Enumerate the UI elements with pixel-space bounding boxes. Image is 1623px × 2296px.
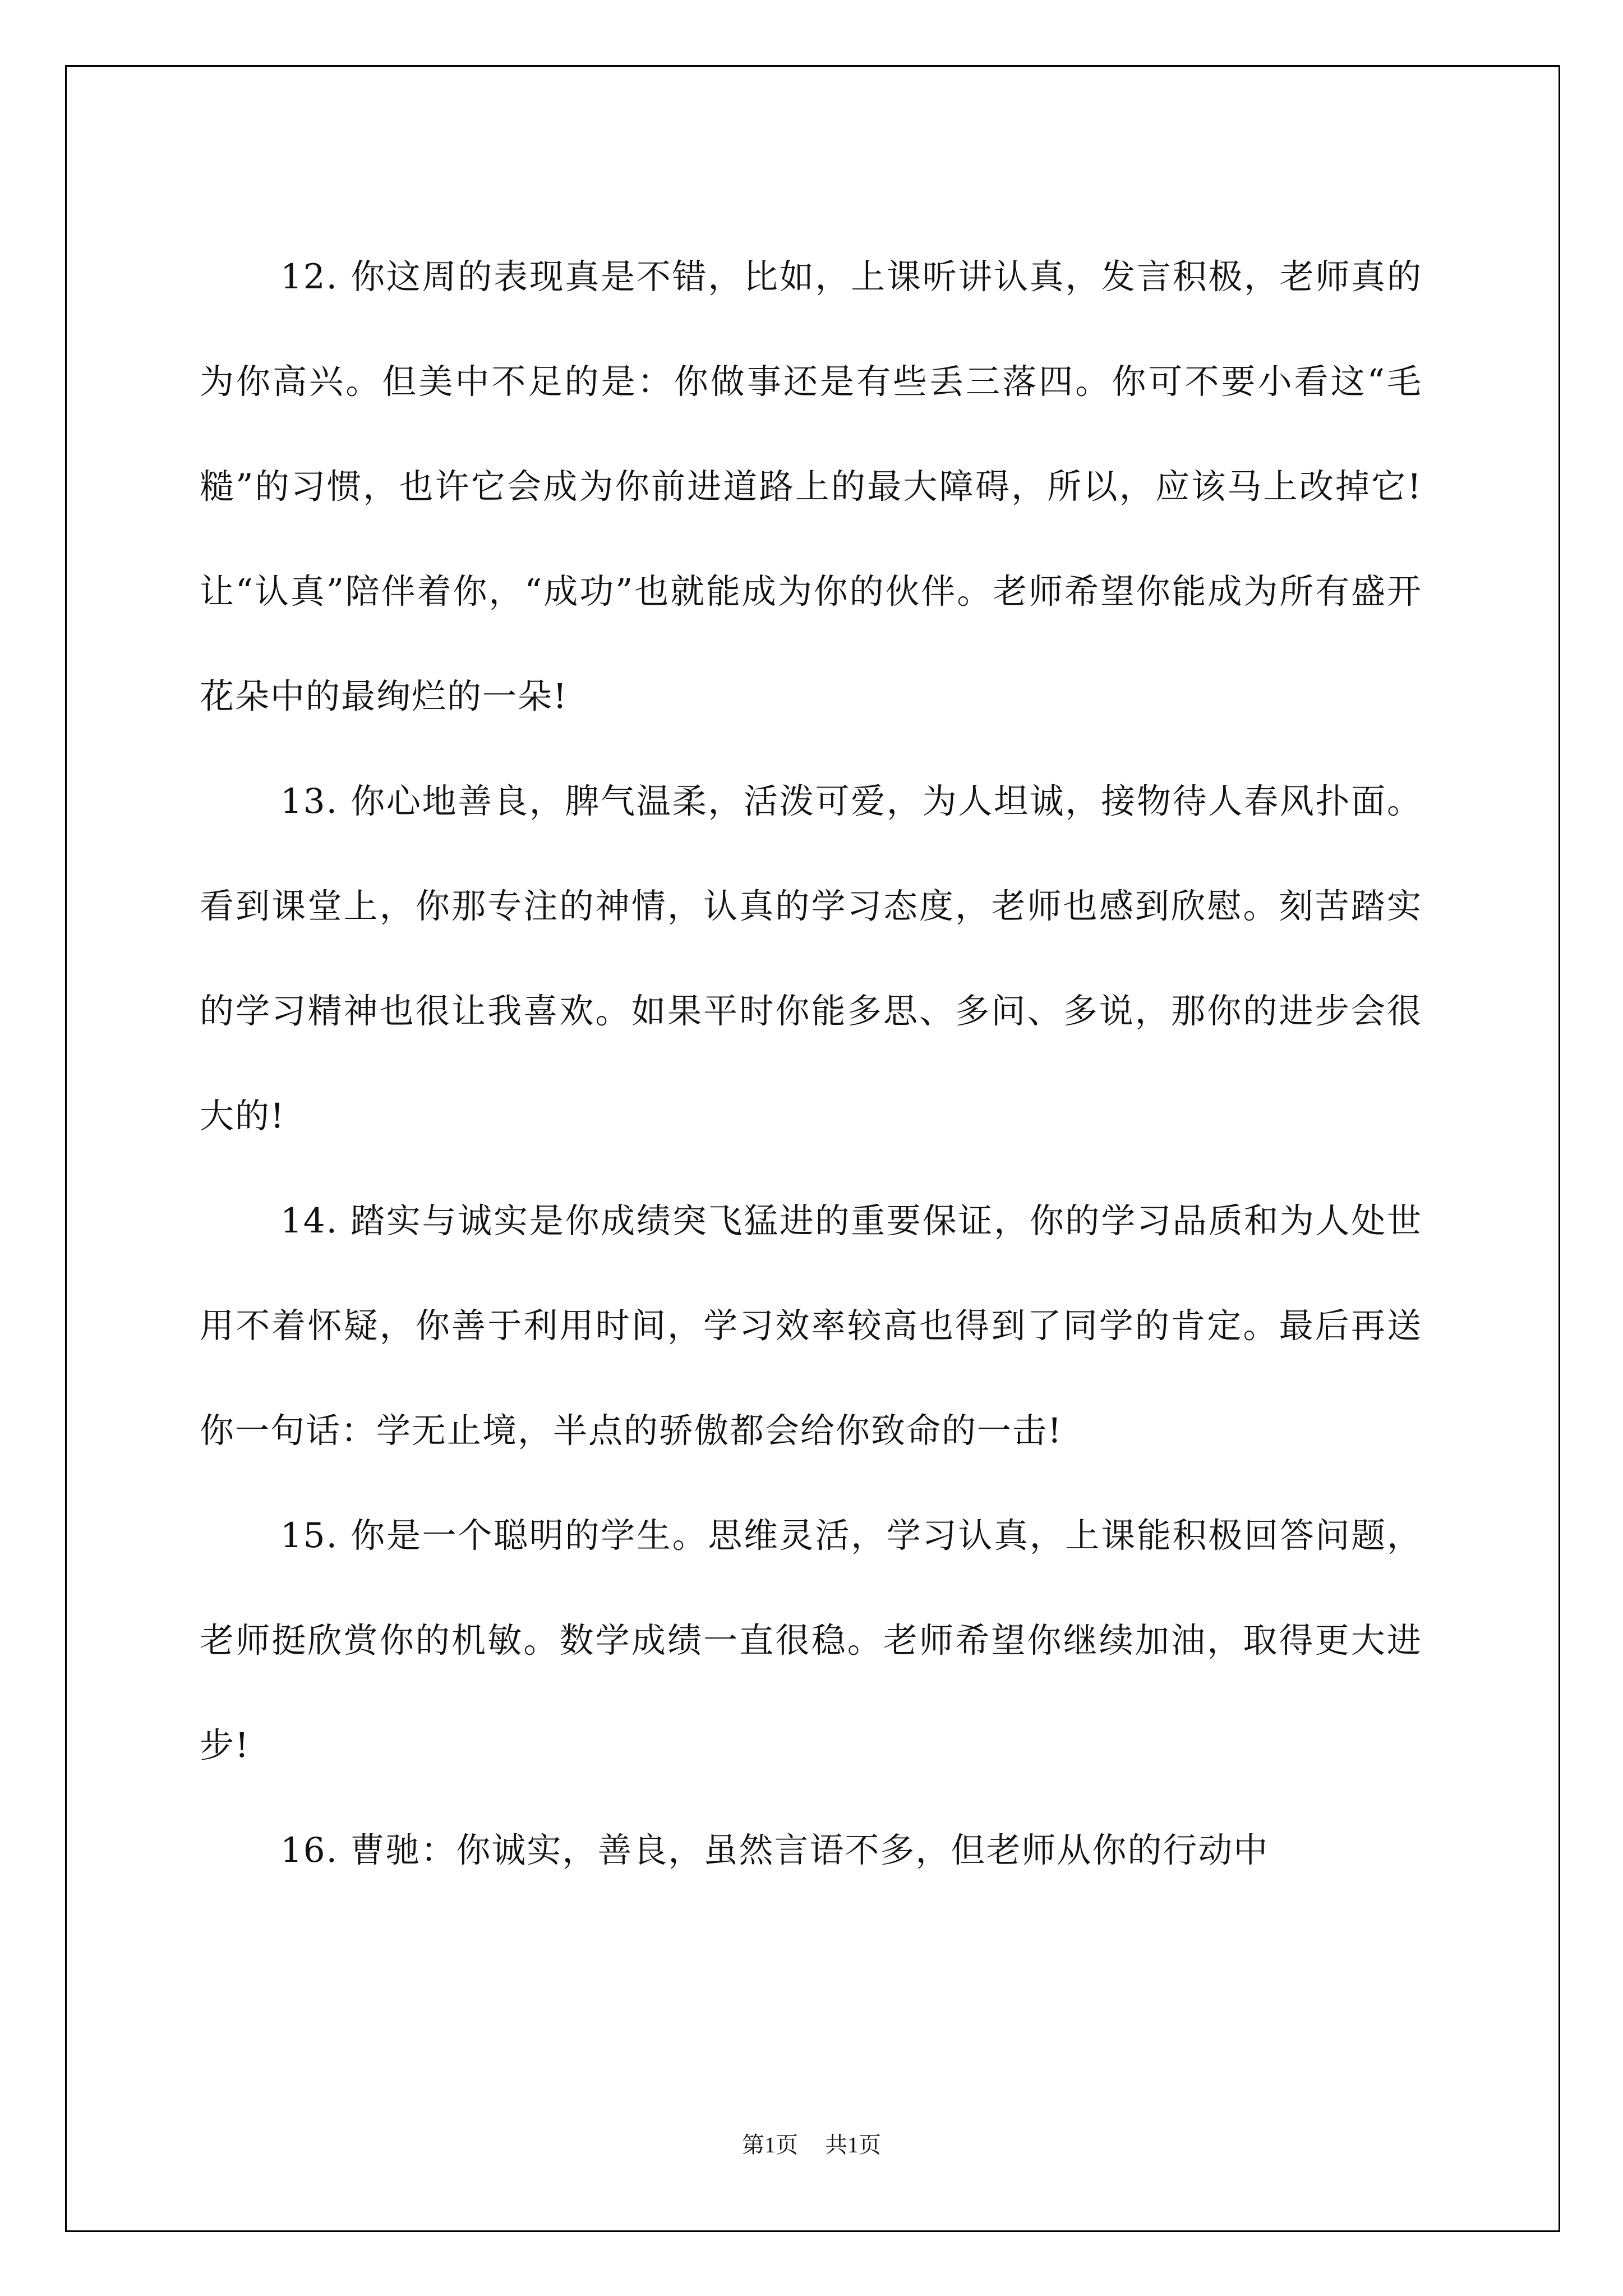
comment-paragraph-12: 12. 你这周的表现真是不错，比如，上课听讲认真，发言积极，老师真的为你高兴。但美中不足的是：你做事还是有些丢三落四。你可不要小看这“毛糙”的习惯，也许它会成为你前进道路上的最大障碍，所以，应该马上改掉它!让“认真”陪伴着你，“成功”也就能成为你的伙伴。老师希望你能成为所有盛开花朵中的最绚烂的一朵! [200,257,1422,716]
page-number-current: 第1页 [742,2132,798,2157]
document-body [200,224,1422,1903]
comment-paragraph-16: 16. 曹驰：你诚实，善良，虽然言语不多，但老师从你的行动中 [280,1830,1269,1870]
comment-paragraph-15: 15. 你是一个聪明的学生。思维灵活，学习认真，上课能积极回答问题，老师挺欣赏你的机敏。数学成绩一直很稳。老师希望你继续加油，取得更大进步! [200,1516,1422,1765]
page-number-total: 共1页 [825,2132,881,2157]
comment-paragraph-13: 13. 你心地善良，脾气温柔，活泼可爱，为人坦诚，接物待人春风扑面。看到课堂上，你那专注的神情，认真的学习态度，老师也感到欣慰。刻苦踏实的学习精神也很让我喜欢。如果平时你能多思、多问、多说，那你的进步会很大的! [200,781,1422,1136]
comment-paragraph-14: 14. 踏实与诚实是你成绩突飞猛进的重要保证，你的学习品质和为人处世用不着怀疑，你善于利用时间，学习效率较高也得到了同学的肯定。最后再送你一句话：学无止境，半点的骄傲都会给你致命的一击! [200,1201,1422,1451]
page-footer [0,2127,1623,2159]
